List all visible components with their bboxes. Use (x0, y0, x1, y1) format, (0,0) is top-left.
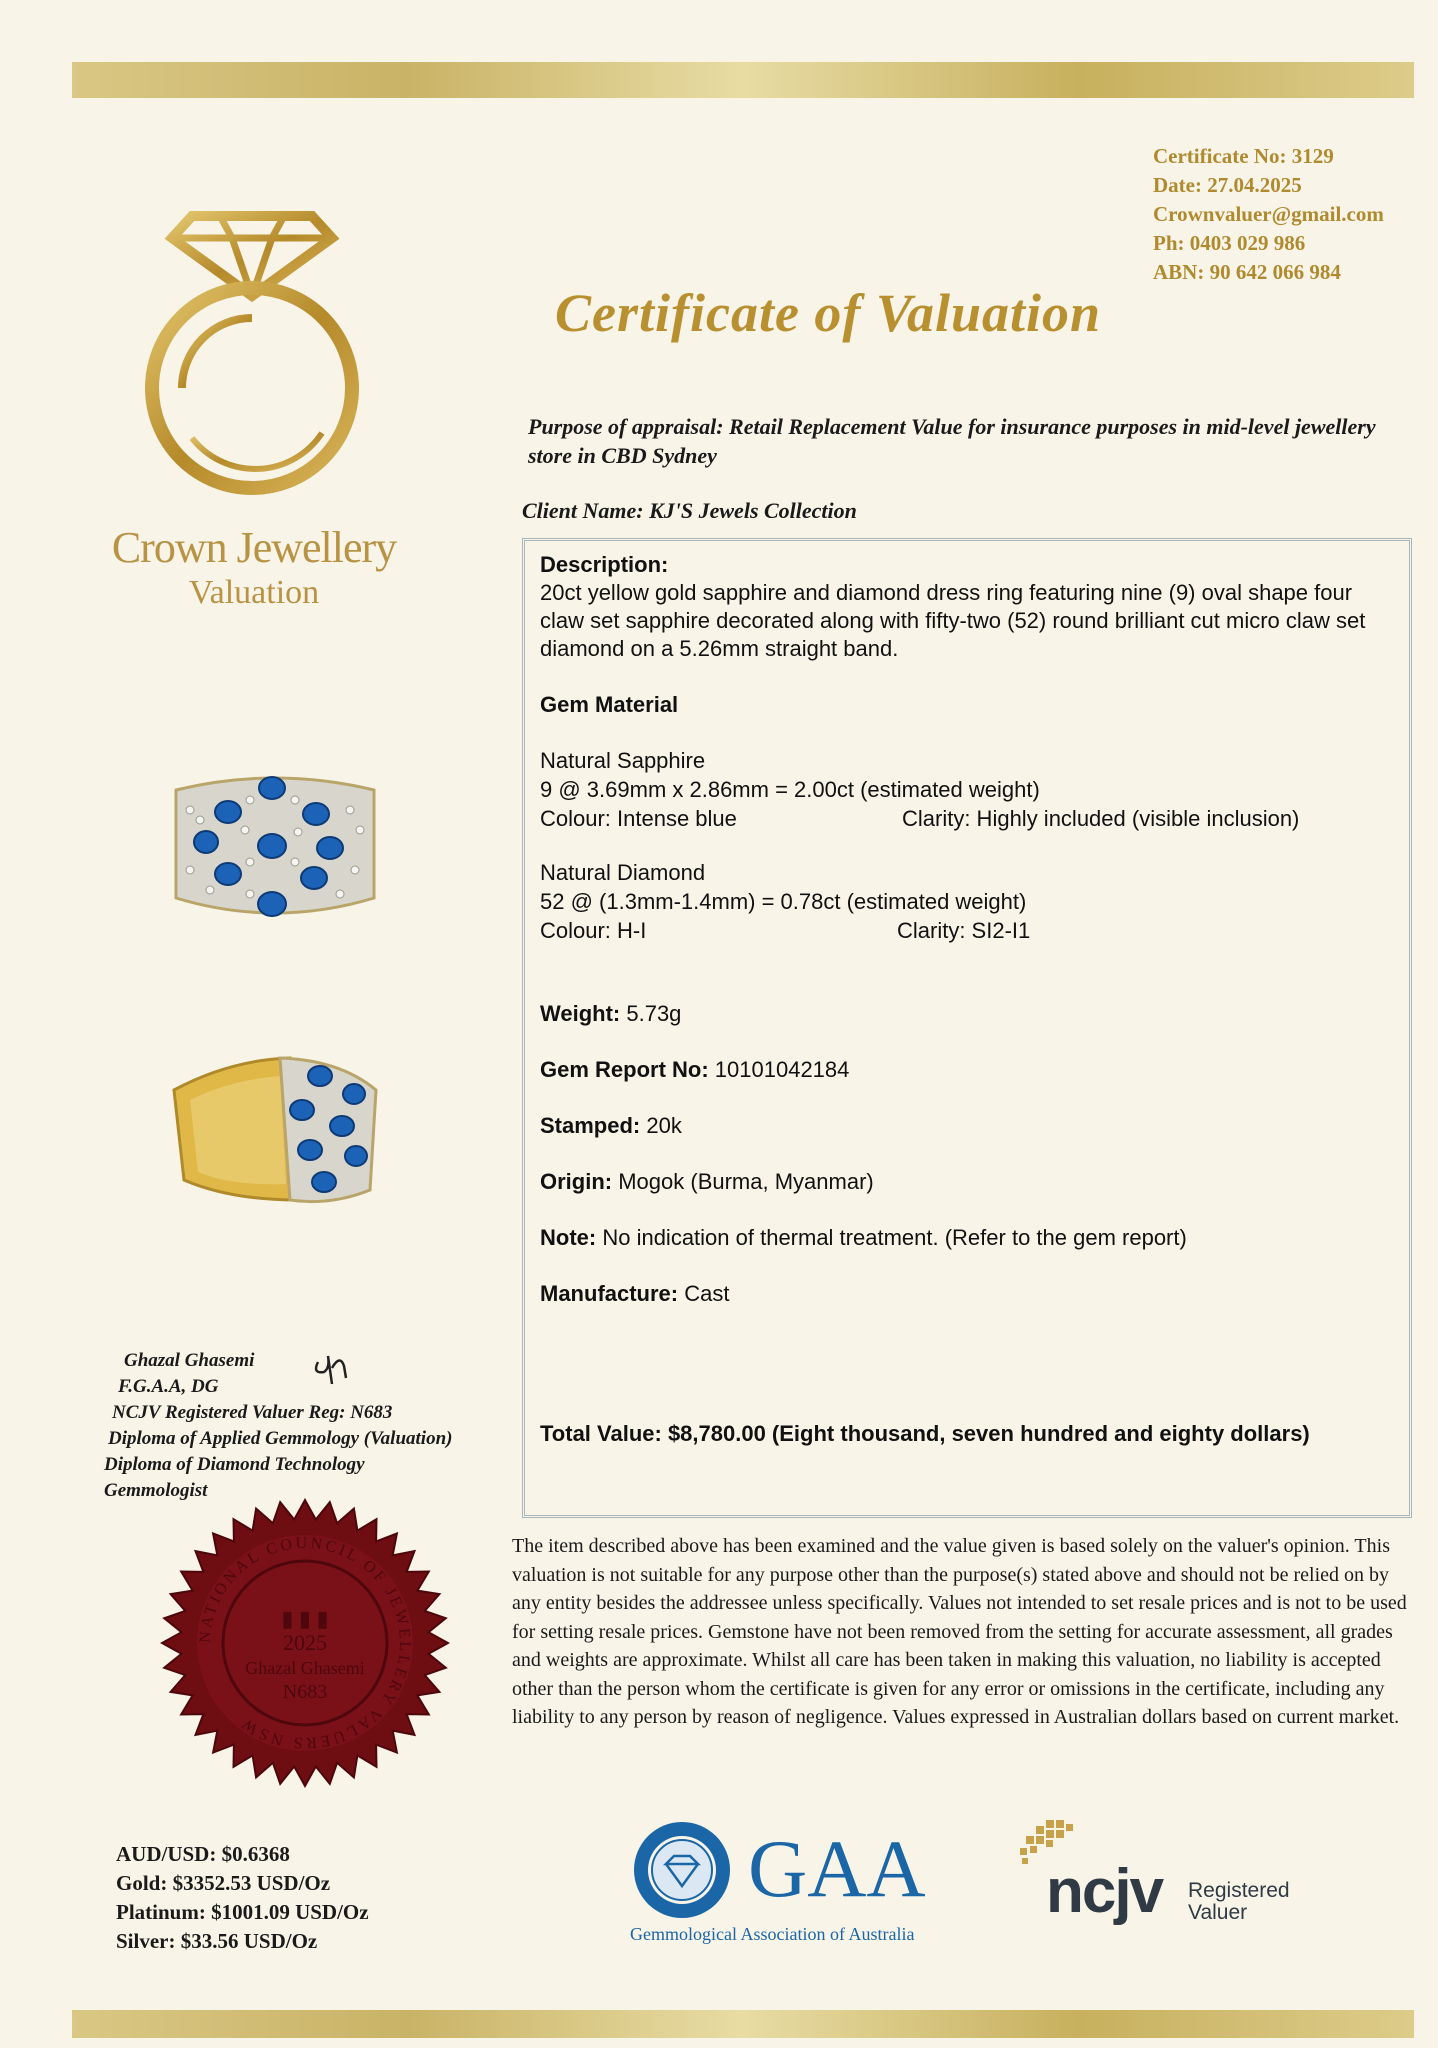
disclaimer-text: The item described above has been examined and the value given is based solely on the valuer's opinion. This valuation is not suitable for any purpose other than the purpose(s) stated above and should not be relied on by any entity besides the addressee unless specifically. Values not intended to set resale prices and is not to be used for setting resale prices. Gemstone have not been removed from the setting for accurate assessment, all grades and weights are approximate. Whilst all care has been taken in making this valuation, no liability is accepted other than the person whom the certificate is given for any error or omissions in the certificate, including any liability to any person by reason of negligence. Values expressed in Australian dollars based on current market. (512, 1535, 1407, 1728)
seal-code: N683 (282, 1681, 328, 1703)
valuer-registration: NCJV Registered Valuer Reg: N683 (112, 1402, 393, 1423)
diamond-clarity: Clarity: SI2-I1 (897, 918, 1031, 943)
ring-top-view-image (170, 770, 380, 930)
diamond-colour: Colour: H-I (540, 918, 647, 943)
client-name: Client Name: KJ'S Jewels Collection (522, 498, 857, 523)
description-heading: Description: (540, 552, 669, 577)
details-box (522, 538, 1412, 1518)
note-line: Note: No indication of thermal treatment. (Refer to the gem report) (540, 1225, 1187, 1250)
gem-report-line: Gem Report No: 10101042184 (540, 1057, 850, 1082)
valuer-role: Gemmologist (104, 1480, 208, 1501)
sapphire-size: 9 @ 3.69mm x 2.86mm = 2.00ct (estimated weight) (540, 777, 1040, 802)
valuer-name: Ghazal Ghasemi (124, 1350, 255, 1371)
certificate-date: Date: 27.04.2025 (1153, 173, 1302, 197)
origin-line: Origin: Mogok (Burma, Myanmar) (540, 1169, 874, 1194)
brand-subtitle: Valuation (188, 574, 320, 611)
valuer-qualifications: F.G.A.A, DG (118, 1376, 219, 1397)
description-text: 20ct yellow gold sapphire and diamond dress ring featuring nine (9) oval shape four claw set sapphire decorated along with fifty-two (52) round brilliant cut micro claw set diamond on a 5.26mm straight band. (540, 580, 1366, 661)
wax-seal-icon (160, 1498, 450, 1788)
sapphire-colour: Colour: Intense blue (540, 806, 737, 831)
platinum-rate: Platinum: $1001.09 USD/Oz (116, 1900, 369, 1924)
silver-rate: Silver: $33.56 USD/Oz (116, 1929, 318, 1953)
ncjv-logo-text: ncjv (1046, 1857, 1163, 1926)
ncjv-registered-valuer: Registered Valuer (1188, 1879, 1290, 1924)
valuer-diploma-2: Diploma of Diamond Technology (104, 1454, 365, 1475)
valuer-signature-block (104, 1348, 452, 1504)
svg-text:▮ ▮ ▮: ▮ ▮ ▮ (281, 1606, 329, 1631)
diamond-name: Natural Diamond (540, 860, 706, 885)
valuer-diploma-1: Diploma of Applied Gemmology (Valuation) (108, 1428, 453, 1449)
gem-material-heading: Gem Material (540, 692, 679, 717)
purpose-of-appraisal: Purpose of appraisal: Retail Replacement Value for insurance purposes in mid-level jewellery store in CBD Sydney (528, 414, 1376, 468)
weight-line: Weight: 5.73g (540, 1001, 682, 1026)
gaa-emblem-icon (630, 1818, 734, 1922)
top-gold-band (72, 62, 1414, 98)
gaa-logo-text: GAA (748, 1823, 926, 1914)
ring-side-view-image (170, 1050, 380, 1210)
certificate-info (1153, 142, 1384, 287)
ring-logo-icon (122, 208, 382, 508)
sapphire-clarity: Clarity: Highly included (visible inclusion) (902, 806, 1300, 831)
abn: ABN: 90 642 066 984 (1153, 260, 1341, 284)
bottom-gold-band (72, 2010, 1414, 2038)
seal-ring-text: NATIONAL COUNCIL OF JEWELLERY VALUERS NSW (196, 1534, 414, 1752)
brand-name: Crown Jewellery (111, 523, 397, 572)
manufacture-line: Manufacture: Cast (540, 1281, 730, 1306)
diamond-size: 52 @ (1.3mm-1.4mm) = 0.78ct (estimated weight) (540, 889, 1027, 914)
gold-rate: Gold: $3352.53 USD/Oz (116, 1871, 331, 1895)
metal-rates (116, 1840, 369, 1956)
seal-name: Ghazal Ghasemi (245, 1658, 365, 1678)
certificate-number: Certificate No: 3129 (1153, 144, 1334, 168)
handwritten-signature-icon (310, 1348, 360, 1388)
contact-phone: Ph: 0403 029 986 (1153, 231, 1306, 255)
document-title: Certificate of Valuation (555, 283, 1102, 343)
sapphire-name: Natural Sapphire (540, 748, 706, 773)
contact-email: Crownvaluer@gmail.com (1153, 202, 1384, 226)
gaa-full-name: Gemmological Association of Australia (630, 1924, 915, 1944)
aud-usd-rate: AUD/USD: $0.6368 (116, 1842, 290, 1866)
total-value: Total Value: $8,780.00 (Eight thousand, seven hundred and eighty dollars) (540, 1421, 1310, 1446)
seal-year: 2025 (283, 1630, 327, 1655)
stamped-line: Stamped: 20k (540, 1113, 682, 1138)
